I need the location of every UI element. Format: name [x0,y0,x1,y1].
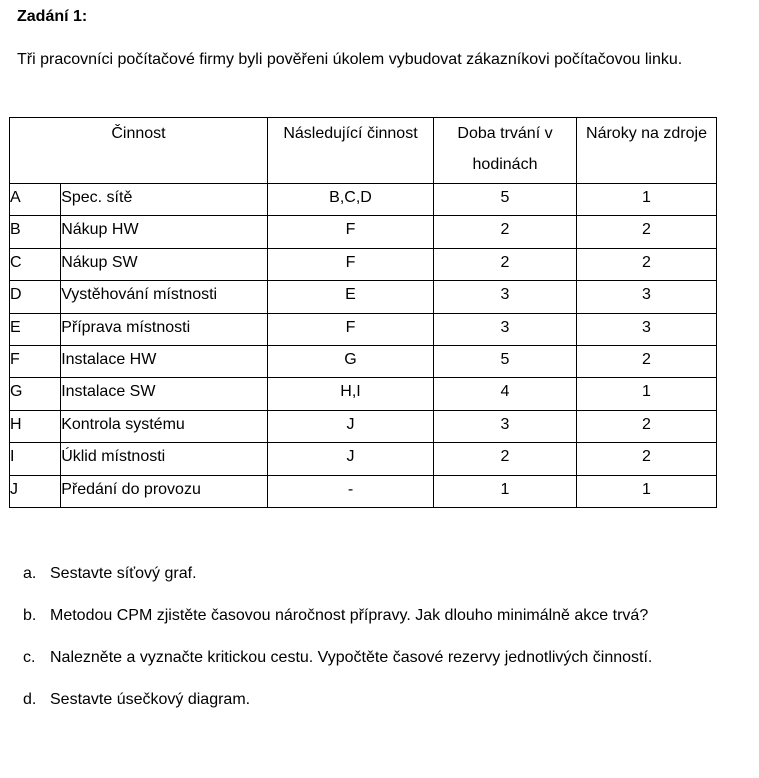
cell-next: E [268,281,434,313]
cell-name: Nákup HW [61,216,268,248]
cell-next: B,C,D [268,184,434,216]
cell-name: Předání do provozu [61,475,268,507]
cell-code: D [10,281,61,313]
activities-table [9,117,717,508]
cell-duration: 3 [434,281,577,313]
header-activity: Činnost [10,118,268,184]
cell-name: Instalace SW [61,378,268,410]
table-row [10,248,717,280]
cell-code: B [10,216,61,248]
cell-next: F [268,216,434,248]
cell-resources: 1 [577,378,717,410]
cell-code: F [10,345,61,377]
header-next: Následující činnost [268,118,434,184]
cell-code: G [10,378,61,410]
cell-name: Spec. sítě [61,184,268,216]
task-marker: b. [23,607,37,624]
cell-next: J [268,443,434,475]
cell-resources: 3 [577,313,717,345]
cell-resources: 2 [577,248,717,280]
cell-code: E [10,313,61,345]
cell-next: J [268,410,434,442]
table-row [10,313,717,345]
cell-code: A [10,184,61,216]
cell-duration: 5 [434,184,577,216]
cell-code: H [10,410,61,442]
table-row [10,345,717,377]
table-header-row [10,118,717,184]
table-row [10,410,717,442]
table-row [10,216,717,248]
intro-paragraph: Tři pracovníci počítačové firmy byli pověřeni úkolem vybudovat zákazníkovi počítačovou linku. [17,51,683,68]
list-item [23,558,710,590]
cell-resources: 2 [577,410,717,442]
list-item [23,642,710,674]
task-text: Metodou CPM zjistěte časovou náročnost přípravy. Jak dlouho minimálně akce trvá? [50,607,649,624]
cell-code: J [10,475,61,507]
task-text: Sestavte síťový graf. [50,565,197,582]
list-item [23,600,710,632]
cell-name: Kontrola systému [61,410,268,442]
table-row [10,378,717,410]
cell-next: G [268,345,434,377]
cell-name: Úklid místnosti [61,443,268,475]
cell-duration: 4 [434,378,577,410]
cell-name: Nákup SW [61,248,268,280]
table-row [10,184,717,216]
cell-resources: 3 [577,281,717,313]
table-row [10,475,717,507]
cell-resources: 1 [577,475,717,507]
cell-resources: 2 [577,345,717,377]
cell-resources: 2 [577,216,717,248]
cell-duration: 2 [434,216,577,248]
cell-duration: 3 [434,410,577,442]
task-marker: a. [23,565,37,582]
cell-duration: 5 [434,345,577,377]
cell-name: Instalace HW [61,345,268,377]
cell-code: I [10,443,61,475]
cell-duration: 2 [434,443,577,475]
cell-next: H,I [268,378,434,410]
task-text: Nalezněte a vyznačte kritickou cestu. Vypočtěte časové rezervy jednotlivých činností. [50,649,653,666]
cell-code: C [10,248,61,280]
cell-name: Vystěhování místnosti [61,281,268,313]
cell-resources: 1 [577,184,717,216]
assignment-heading: Zadání 1: [17,8,88,25]
task-marker: c. [23,649,36,666]
cell-duration: 1 [434,475,577,507]
header-duration: Doba trvání v hodinách [434,118,577,184]
task-list [23,558,710,726]
cell-next: F [268,248,434,280]
cell-duration: 2 [434,248,577,280]
cell-duration: 3 [434,313,577,345]
cell-next: - [268,475,434,507]
cell-resources: 2 [577,443,717,475]
task-text: Sestavte úsečkový diagram. [50,691,251,708]
list-item [23,684,710,716]
task-marker: d. [23,691,37,708]
cell-next: F [268,313,434,345]
table-row [10,281,717,313]
cell-name: Příprava místnosti [61,313,268,345]
table-row [10,443,717,475]
header-resources: Nároky na zdroje [577,118,717,184]
